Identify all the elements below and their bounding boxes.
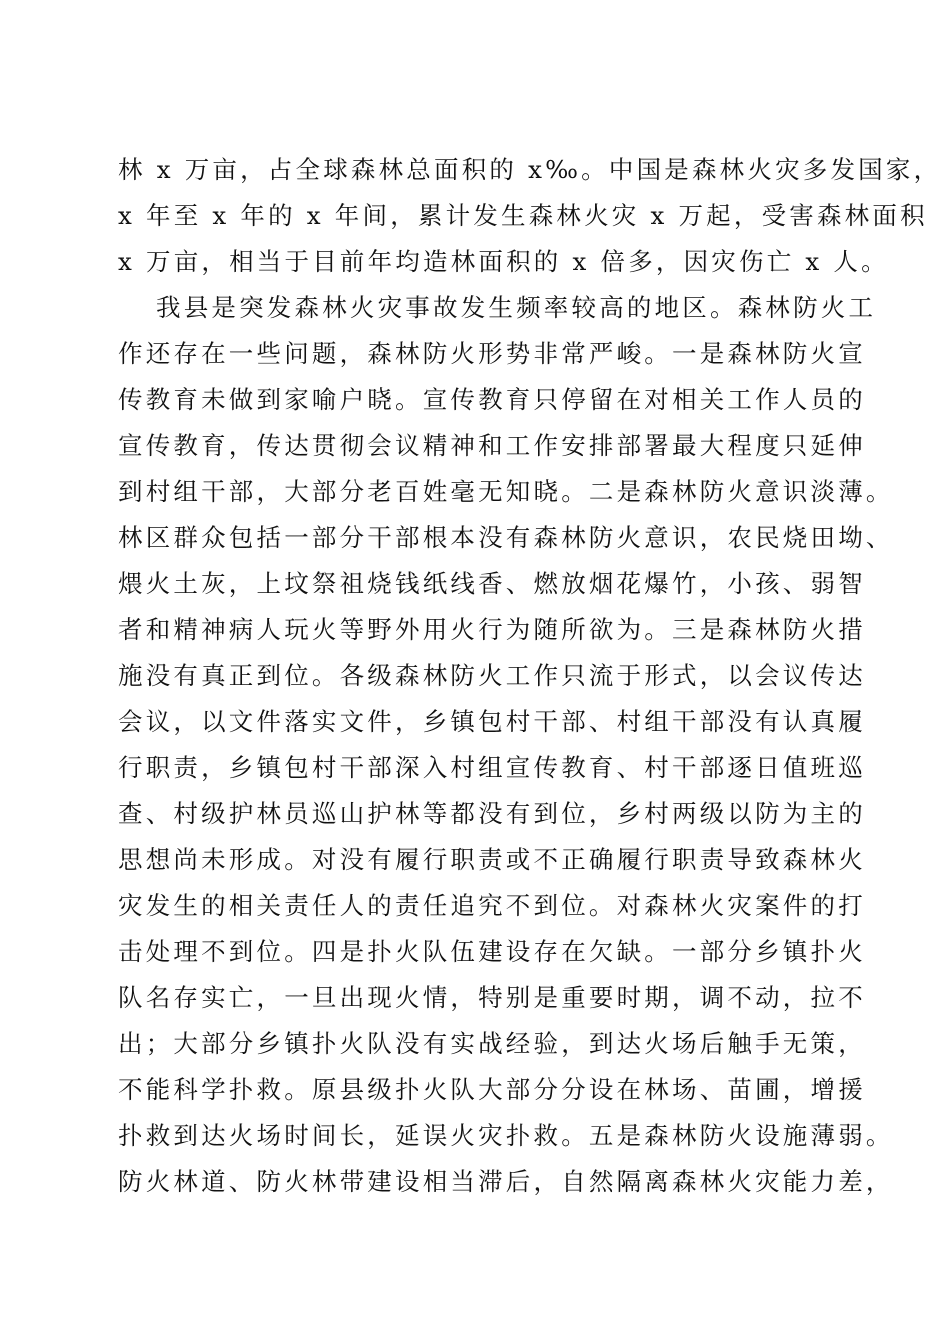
text-line: x 万亩，相当于目前年均造林面积的 x 倍多，因灾伤亡 x 人。	[118, 247, 889, 276]
text-line: 查、村级护林员巡山护林等都没有到位，乡村两级以防为主的	[118, 799, 866, 828]
text-line: 思想尚未形成。对没有履行职责或不正确履行职责导致森林火	[118, 845, 866, 874]
text-line: 不能科学扑救。原县级扑火队大部分分设在林场、苗圃，增援	[118, 1075, 866, 1104]
text-line: 林 x 万亩，占全球森林总面积的 x‰。中国是森林火灾多发国家，	[118, 155, 942, 184]
text-line: 煨火土灰，上坟祭祖烧钱纸线香、燃放烟花爆竹，小孩、弱智	[118, 569, 866, 598]
text-line: 出；大部分乡镇扑火队没有实战经验，到达火场后触手无策，	[118, 1029, 866, 1058]
text-line: 传教育未做到家喻户晓。宣传教育只停留在对相关工作人员的	[118, 385, 866, 414]
text-line: 击处理不到位。四是扑火队伍建设存在欠缺。一部分乡镇扑火	[118, 937, 866, 966]
text-line: 施没有真正到位。各级森林防火工作只流于形式，以会议传达	[118, 661, 866, 690]
text-line: 宣传教育，传达贯彻会议精神和工作安排部署最大程度只延伸	[118, 431, 866, 460]
paragraph-first-line: 我县是突发森林火灾事故发生频率较高的地区。森林防火工	[156, 293, 877, 322]
body-text	[118, 147, 942, 1205]
text-line: x 年至 x 年的 x 年间，累计发生森林火灾 x 万起，受害森林面积	[118, 201, 928, 230]
text-line: 行职责，乡镇包村干部深入村组宣传教育、村干部逐日值班巡	[118, 753, 866, 782]
text-line: 作还存在一些问题，森林防火形势非常严峻。一是森林防火宣	[118, 339, 866, 368]
text-line: 灾发生的相关责任人的责任追究不到位。对森林火灾案件的打	[118, 891, 866, 920]
text-line: 到村组干部，大部分老百姓毫无知晓。二是森林防火意识淡薄。	[118, 477, 894, 506]
text-line: 防火林道、防火林带建设相当滞后，自然隔离森林火灾能力差，	[118, 1167, 894, 1196]
text-line: 扑救到达火场时间长，延误火灾扑救。五是森林防火设施薄弱。	[118, 1121, 894, 1150]
text-line: 会议，以文件落实文件，乡镇包村干部、村组干部没有认真履	[118, 707, 866, 736]
text-line: 队名存实亡，一旦出现火情，特别是重要时期，调不动，拉不	[118, 983, 866, 1012]
text-line: 林区群众包括一部分干部根本没有森林防火意识，农民烧田坳、	[118, 523, 894, 552]
text-line: 者和精神病人玩火等野外用火行为随所欲为。三是森林防火措	[118, 615, 866, 644]
